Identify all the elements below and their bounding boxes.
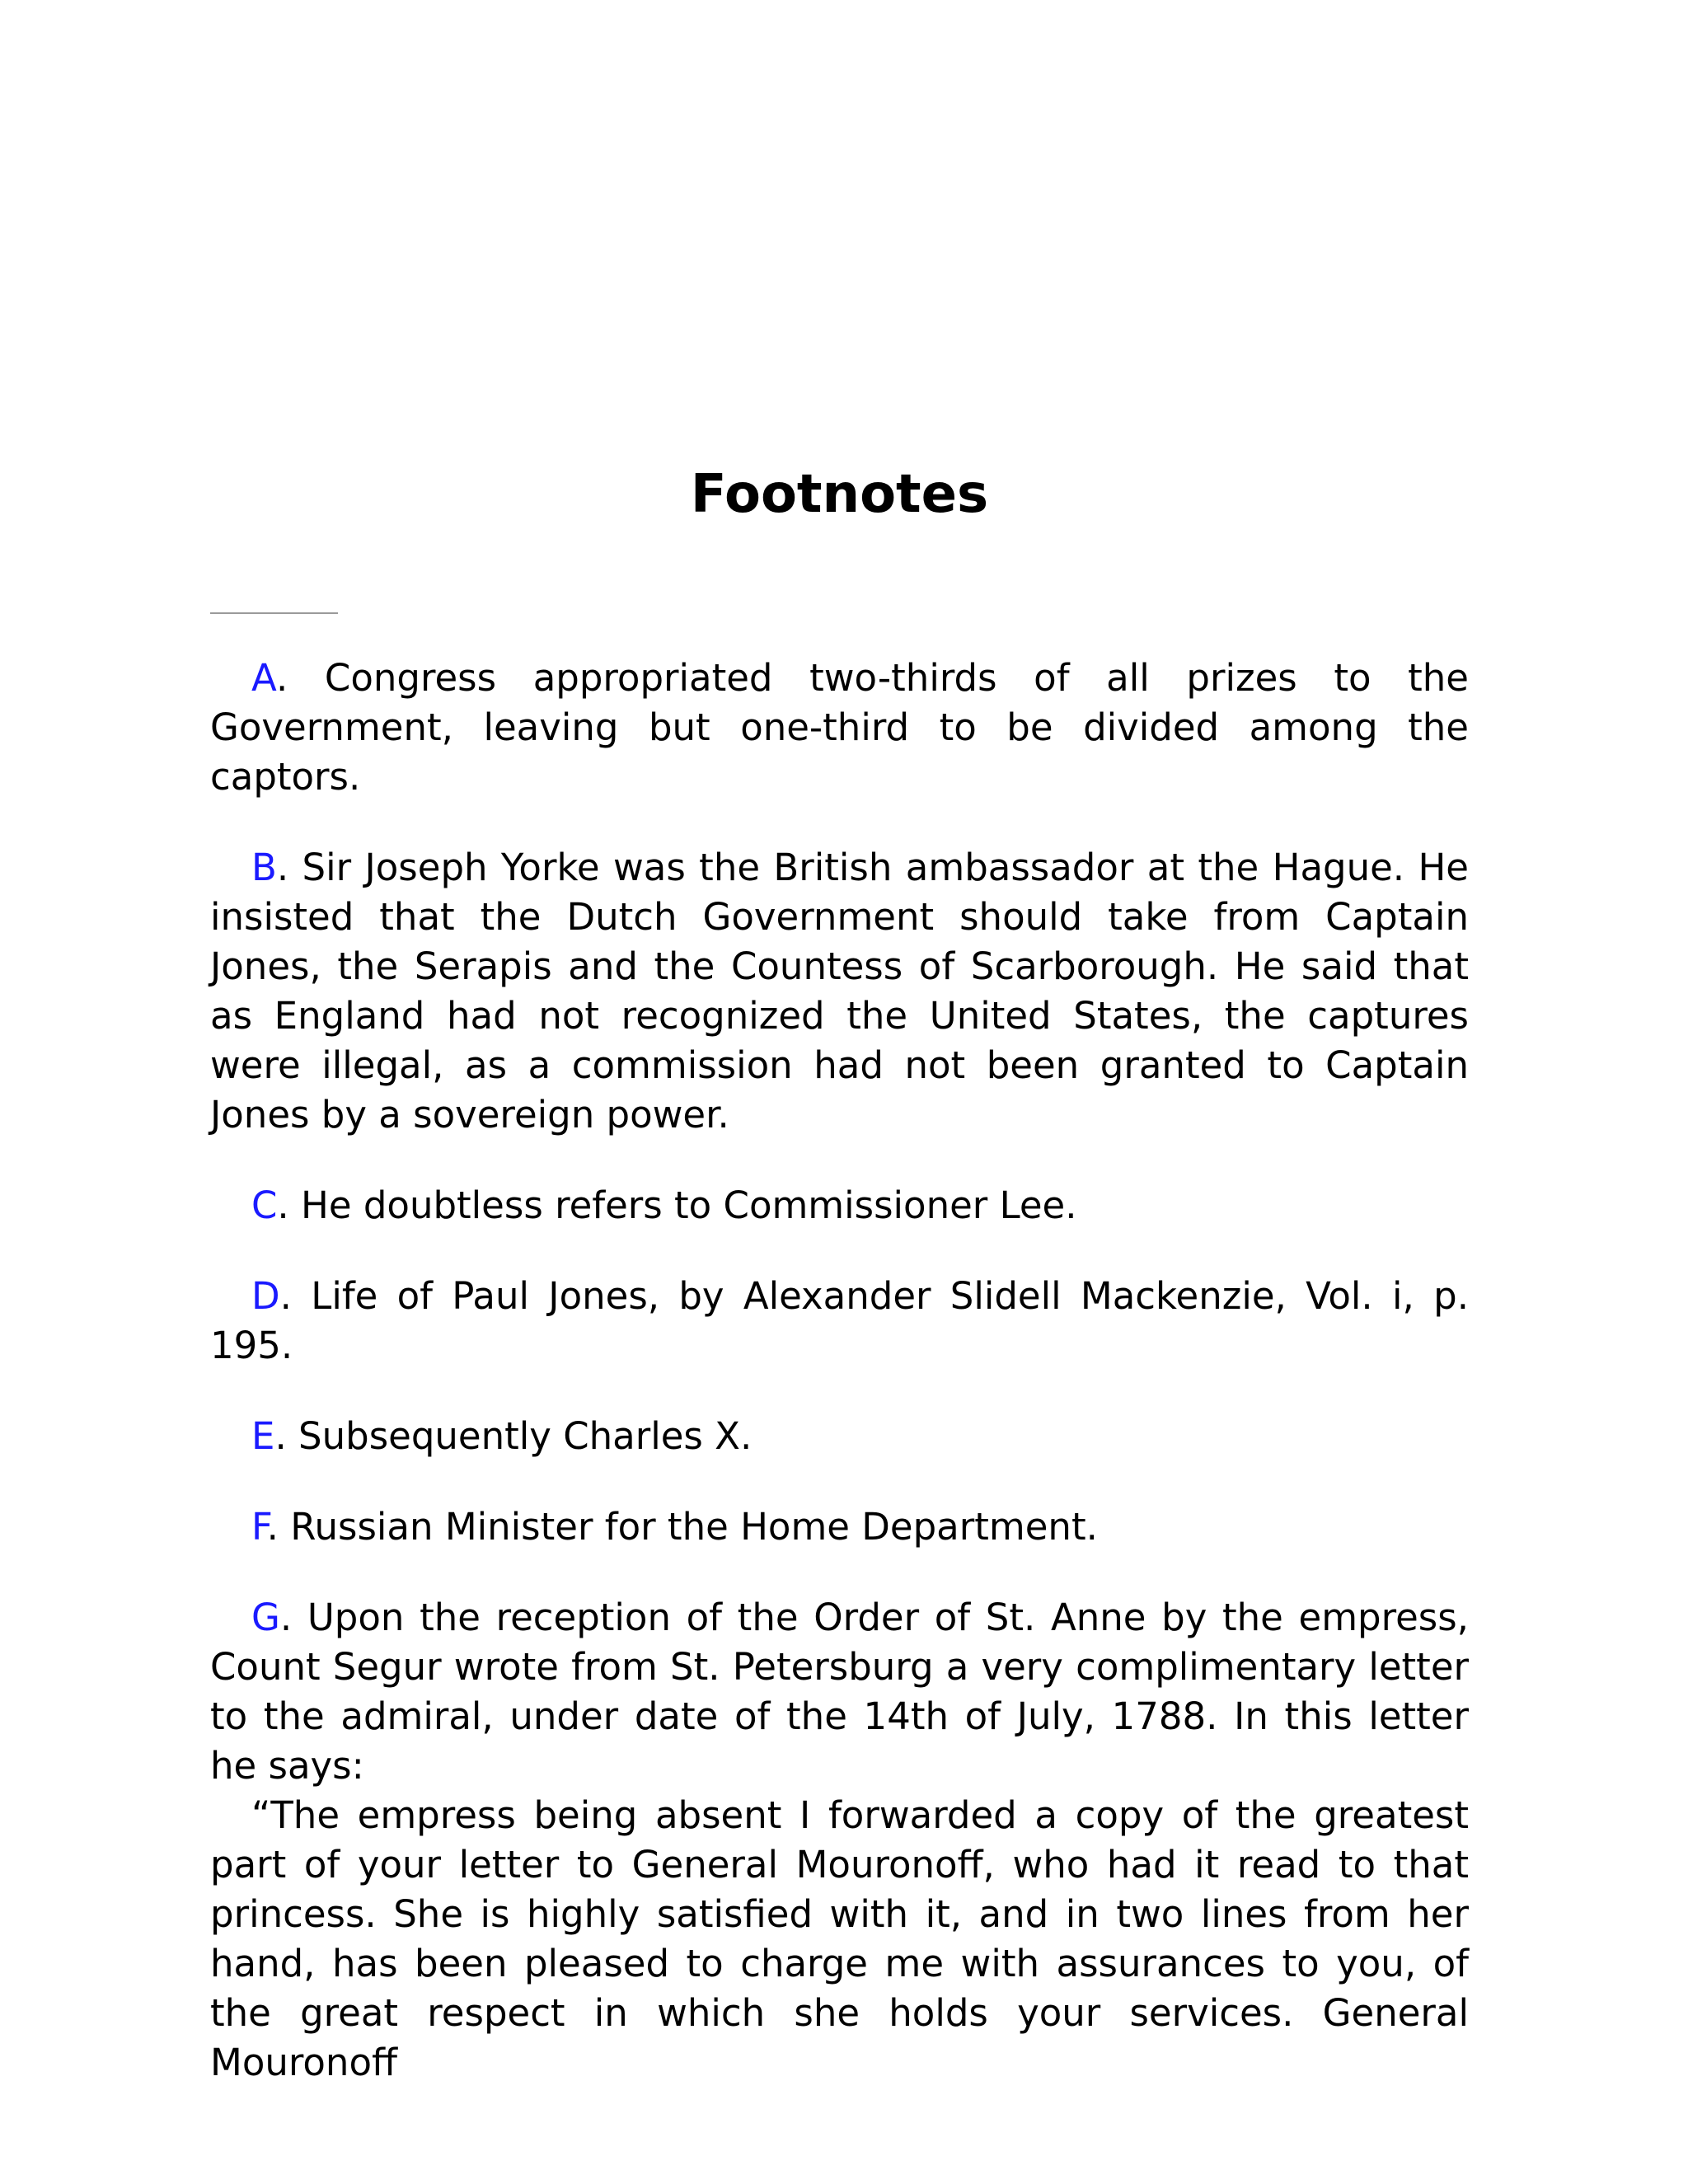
footnote-text: . Russian Minister for the Home Department. xyxy=(266,1505,1098,1549)
footnote-paragraph xyxy=(210,654,1469,802)
footnote-text: . Upon the reception of the Order of St. Anne by the empress, Count Segur wrote from St. Petersburg a very complimentary letter to the admiral, under date of the 14th of July, 1788. In this letter he says: xyxy=(210,1596,1469,1788)
footnote-marker-link[interactable]: C xyxy=(251,1183,278,1227)
footnote-paragraph xyxy=(210,1272,1469,1371)
footnote-paragraph xyxy=(210,1502,1469,1552)
footnote-d xyxy=(210,1272,1469,1371)
footnote-e xyxy=(210,1412,1469,1461)
divider xyxy=(210,612,338,614)
footnote-text: . He doubtless refers to Commissioner Lee. xyxy=(277,1183,1077,1227)
footnote-text: . Congress appropriated two-thirds of all prizes to the Government, leaving but one-third to be divided among the captors. xyxy=(210,656,1469,799)
footnote-paragraph xyxy=(210,1593,1469,1791)
footnote-marker-link[interactable]: E xyxy=(251,1414,275,1458)
footnote-c xyxy=(210,1181,1469,1230)
footnote-text: . Sir Joseph Yorke was the British ambassador at the Hague. He insisted that the Dutch Government should take from Captain Jones, the Serapis and the Countess of Scarborough. He said that as England had not recognized the United States, the captures were illegal, as a commission had not been granted to Captain Jones by a sovereign power. xyxy=(210,846,1469,1137)
footnote-paragraph xyxy=(210,1412,1469,1461)
footnote-paragraph xyxy=(210,843,1469,1140)
footnote-marker-link[interactable]: F xyxy=(251,1505,267,1549)
footnote-marker-link[interactable]: D xyxy=(251,1274,280,1318)
footnote-b xyxy=(210,843,1469,1140)
footnote-marker-link[interactable]: A xyxy=(251,656,276,700)
footnote-g xyxy=(210,1593,1469,2088)
footnote-text: . Subsequently Charles X. xyxy=(274,1414,753,1458)
footnote-marker-link[interactable]: G xyxy=(251,1596,280,1639)
footnote-marker-link[interactable]: B xyxy=(251,846,277,889)
footnote-f xyxy=(210,1502,1469,1552)
footnote-text: . Life of Paul Jones, by Alexander Slidell Mackenzie, Vol. i, p. 195. xyxy=(210,1274,1469,1367)
footnote-a xyxy=(210,654,1469,802)
footnotes-list xyxy=(210,654,1469,2129)
page-title: Footnotes xyxy=(690,464,989,525)
footnote-paragraph xyxy=(210,1181,1469,1230)
footnote-quote-paragraph: “The empress being absent I forwarded a copy of the greatest part of your letter to General Mouronoff, who had it read to that princess. She is highly satisfied with it, and in two lines from her hand, has been pleased to charge me with assurances to you, of the great respect in which she holds your services. General Mouronoff xyxy=(210,1793,1469,2084)
